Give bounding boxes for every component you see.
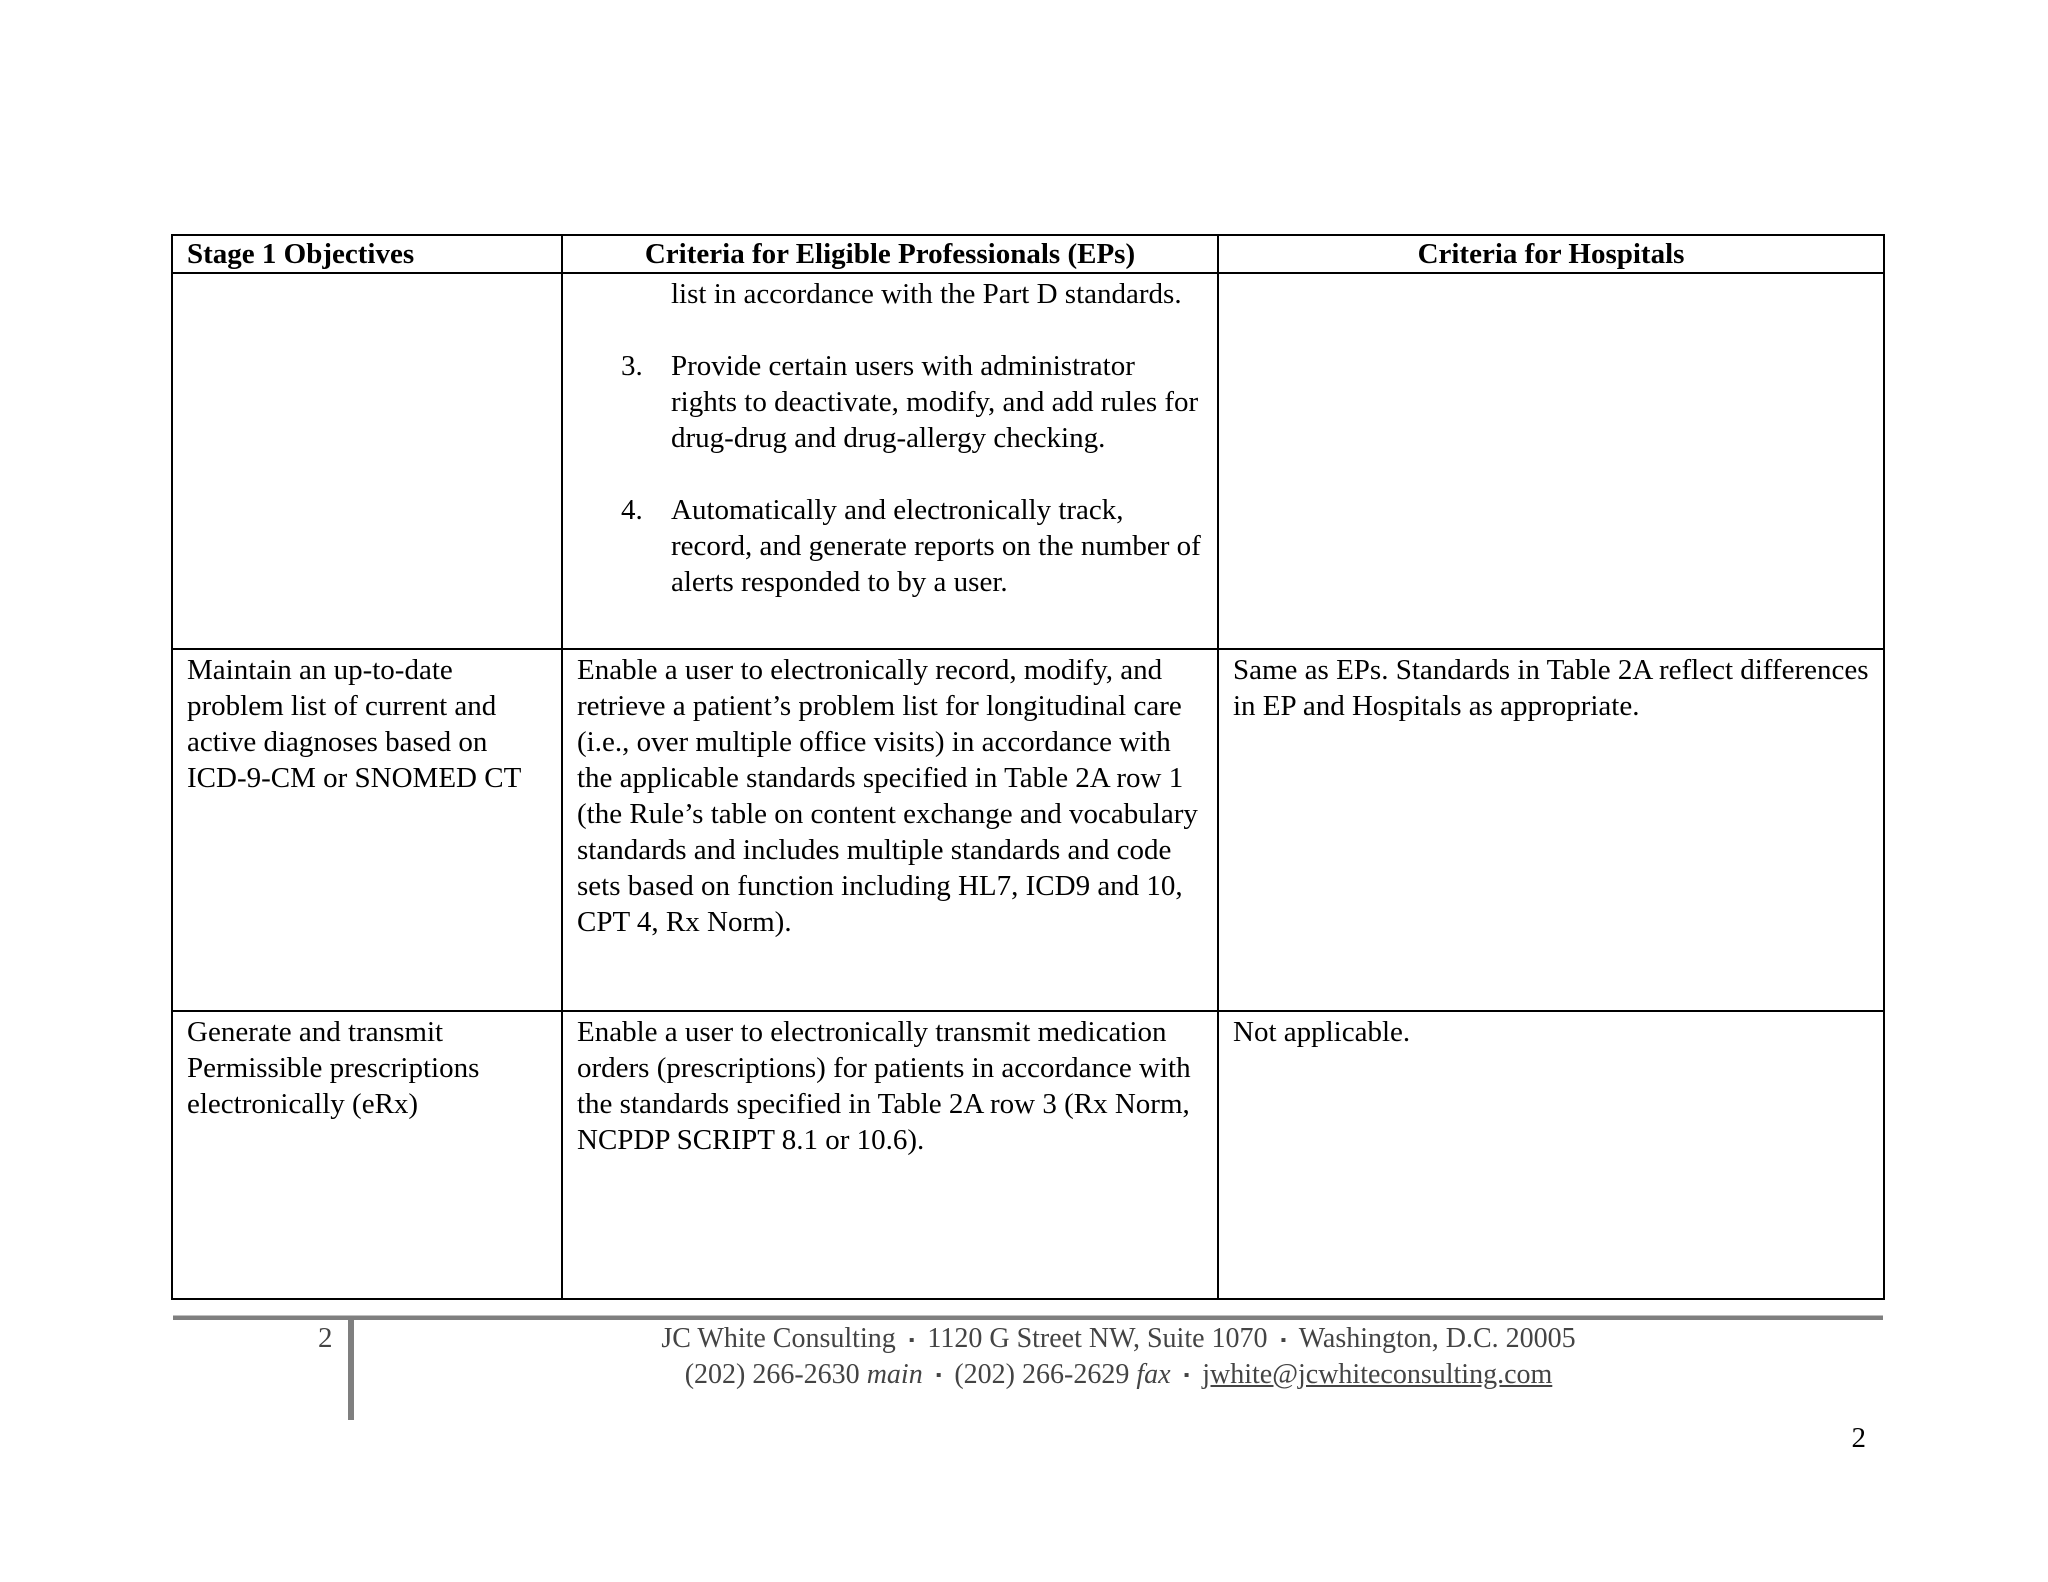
footer-page-number: 2	[318, 1322, 333, 1354]
footer-address: 1120 G Street NW, Suite 1070	[927, 1323, 1268, 1354]
criteria-table	[171, 234, 1885, 1300]
list-item-text: Provide certain users with administrator rights to deactivate, modify, and add rules for drug-drug and drug-allergy checking.	[671, 350, 1199, 454]
table-header-row	[172, 235, 1884, 273]
footer-phone-fax: (202) 266-2629	[954, 1358, 1130, 1390]
separator-icon: ▪	[1183, 1367, 1190, 1385]
cell-hospitals-empty	[1218, 273, 1884, 649]
list-item-number: 3.	[621, 350, 643, 382]
separator-icon: ▪	[935, 1367, 942, 1385]
header-eps: Criteria for Eligible Professionals (EPs)	[562, 235, 1218, 273]
footer-phone-fax-label: fax	[1136, 1358, 1171, 1390]
footer-divider	[173, 1315, 1883, 1320]
footer-phone-main-label: main	[866, 1358, 923, 1390]
footer-phone-line	[354, 1358, 1883, 1394]
cell-objective: Generate and transmit Permissible prescriptions electronically (eRx)	[172, 1011, 562, 1299]
cell-objective-empty	[172, 273, 562, 649]
criteria-list	[577, 348, 1203, 600]
cell-eps: Enable a user to electronically record, modify, and retrieve a patient’s problem list for longitudinal care (i.e., over multiple office visits) in accordance with the applicable standards specified in Table 2A row 1 (the Rule’s table on content exchange and vocabulary standards and includes multiple standards and code sets based on function including HL7, ICD9 and 10, CPT 4, Rx Norm).	[562, 649, 1218, 1011]
list-item-number: 4.	[621, 494, 643, 526]
separator-icon: ▪	[1280, 1331, 1287, 1349]
footer-contact	[354, 1322, 1883, 1393]
list-item	[577, 492, 1203, 600]
page-number: 2	[1851, 1422, 1866, 1454]
cell-eps: Enable a user to electronically transmit medication orders (prescriptions) for patients in accordance with the standards specified in Table 2A row 3 (Rx Norm, NCPDP SCRIPT 8.1 or 10.6).	[562, 1011, 1218, 1299]
list-item-text: Automatically and electronically track, record, and generate reports on the number of alerts responded to by a user.	[671, 494, 1201, 598]
header-hospitals: Criteria for Hospitals	[1218, 235, 1884, 273]
footer-company: JC White Consulting	[661, 1323, 896, 1354]
footer-address-line	[354, 1322, 1883, 1358]
cell-hospitals: Not applicable.	[1218, 1011, 1884, 1299]
footer-email-link[interactable]: jwhite@jcwhiteconsulting.com	[1202, 1358, 1553, 1390]
table-row	[172, 649, 1884, 1011]
table-row	[172, 1011, 1884, 1299]
footer-city: Washington, D.C. 20005	[1298, 1323, 1576, 1354]
separator-icon: ▪	[908, 1331, 915, 1349]
header-objectives: Stage 1 Objectives	[172, 235, 562, 273]
cell-eps-continued	[562, 273, 1218, 649]
continuation-text: list in accordance with the Part D standards.	[671, 278, 1182, 310]
footer-phone-main: (202) 266-2630	[684, 1358, 860, 1390]
cell-hospitals: Same as EPs. Standards in Table 2A reflect differences in EP and Hospitals as appropriate.	[1218, 649, 1884, 1011]
cell-objective: Maintain an up-to-date problem list of current and active diagnoses based on ICD-9-CM or SNOMED CT	[172, 649, 562, 1011]
list-item	[577, 348, 1203, 456]
table-row-continued	[172, 273, 1884, 649]
